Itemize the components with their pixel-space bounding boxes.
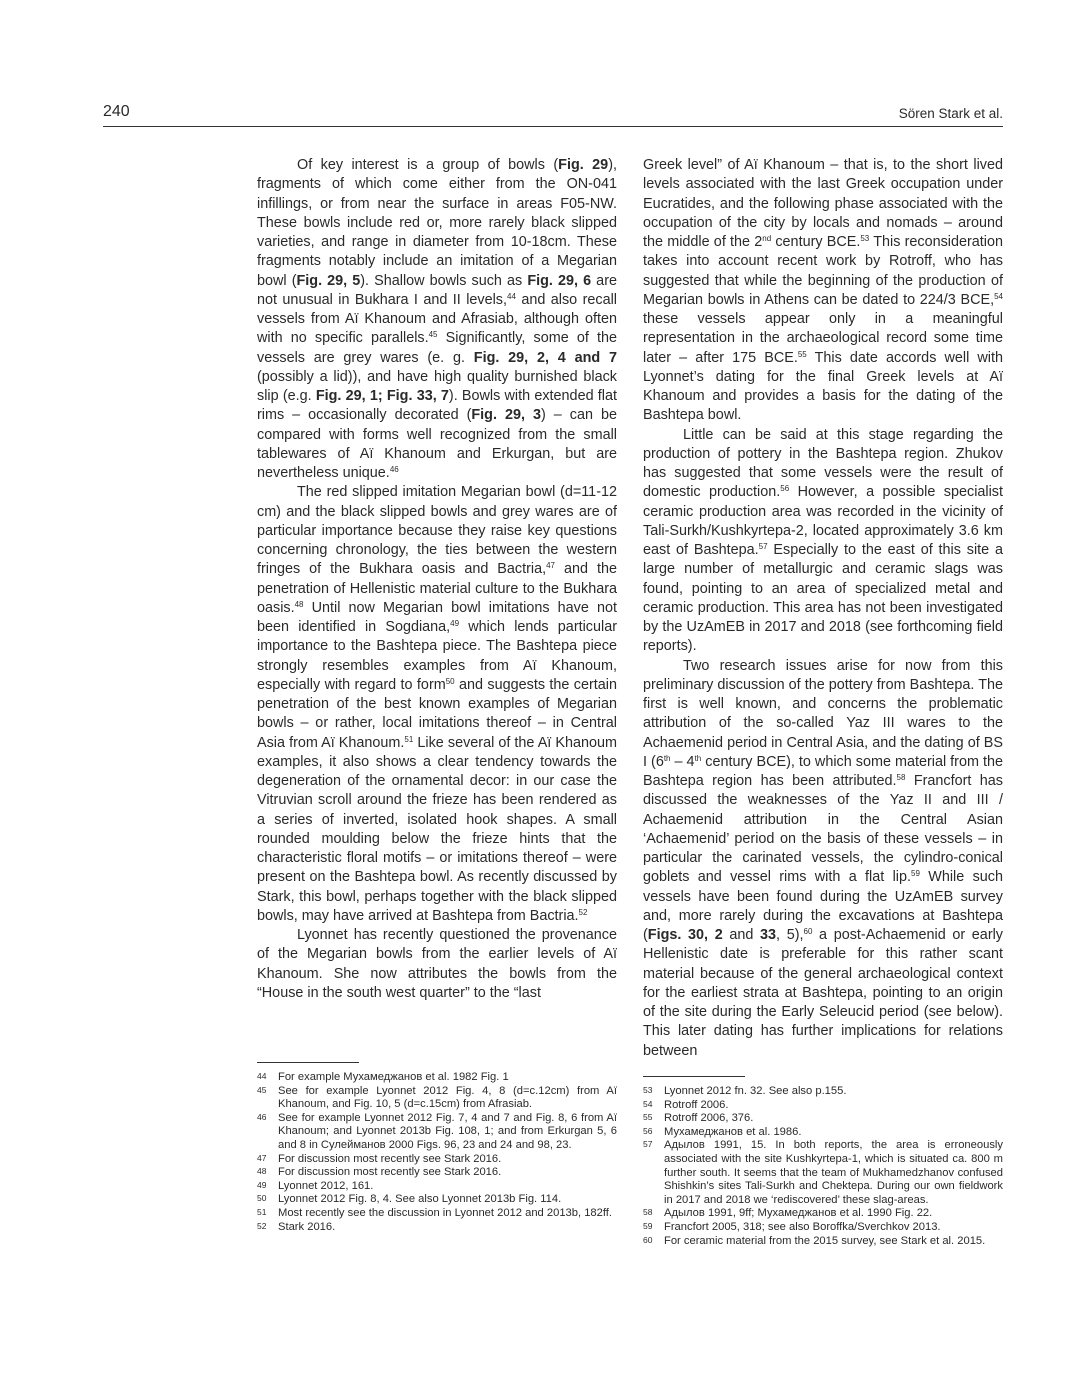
superscript: nd [762,234,772,243]
footnote [257,1071,617,1085]
footnote-number: 50 [257,1193,267,1204]
figure-reference: Fig. 29, 3 [471,407,541,424]
footnote-number: 57 [643,1139,653,1150]
footnote-text: For example Мухамеджанов et al. 1982 Fig. 1 [278,1071,509,1083]
footnote-marker: 57 [758,542,768,551]
footnote [643,1085,1003,1099]
footnote-number: 55 [643,1112,653,1123]
superscript: th [663,753,671,763]
footnote-marker: 58 [896,773,906,782]
footnote [257,1193,617,1207]
footnote [643,1112,1003,1126]
footnote-number: 49 [257,1179,267,1190]
footnote-text: For discussion most recently see Stark 2016. [278,1152,502,1165]
footnote-text: Lyonnet 2012 fn. 32. See also p.155. [664,1085,847,1097]
footnote-number: 46 [257,1111,267,1122]
footnote-text: For discussion most recently see Stark 2016. [278,1166,502,1179]
footnote-text: Lyonnet 2012 Fig. 8, 4. See also Lyonnet 2013b Fig. 114. [278,1193,562,1206]
page-number: 240 [103,103,130,120]
footnote-number: 58 [643,1207,653,1218]
footnote-rule [643,1076,745,1077]
footnote-marker: 50 [445,676,455,686]
paragraph: Lyonnet has recently questioned the provenance of the Megarian bowls from the earlier levels of Aï Khanoum. She now attributes the bowls from the “House in the south west quarter” to the “last [257,927,617,1001]
footnote-number: 45 [257,1084,267,1095]
footnote [643,1207,1003,1221]
footnote-marker: 59 [911,869,920,879]
paragraph: Little can be said at this stage regarding the production of pottery in the Bashtepa region. Zhukov has suggested that some vessels were the result of domestic production.$^{56}$ However, a possible specialist ceramic production area was recorded in the vicinity of Tali-Surkh/Kushkyrtepa-2, located approximately 3.6 km east of Bashtepa.$^{57}$ Especially to the east of this site a large number of metallurgic and ceramic slags was found, pointing to an area of specialized metal and ceramic production. This area has not been investigated by the UzAmEB in 2017 and 2018 (see forthcoming field reports). [643,426,1003,655]
footnote-marker: 51 [404,734,414,744]
footnote-marker: 44 [507,291,516,301]
page-header [103,100,1003,127]
figure-reference: Fig. 29, 1; Fig. 33, 7 [315,388,449,404]
paragraph: Of key interest is a group of bowls (Fig. 29), fragments of which come either from the ON-041 infillings, or from near the surface in areas F05-NW. These bowls include red or, more rarely black slipped varieties, and range in diameter from 10-18cm. These fragments notably include an imitation of a Megarian bowl (Fig. 29, 5). Shallow bowls such as Fig. 29, 6 are not unusual in Bukhara I and II levels,$^{44}$ and also recall vessels from Aï Khanoum and Afrasiab, although often with no specific parallels.$^{45}$ Significantly, some of the vessels are grey wares (e. g. Fig. 29, 2, 4 and 7 (possibly a lid)), and have high quality burnished black slip (e.g. Fig. 29, 1; Fig. 33, 7). Bowls with extended flat rims – occasionally decorated (Fig. 29, 3) – can be compared with forms well recognized from the small tablewares of Aï Khanoum and Erkurgan, but are nevertheless unique.$^{46}$ [257,157,618,481]
paragraph: Greek level” of Aï Khanoum – that is, to the short lived levels associated with the last Greek occupation under Eucratides, and the following phase associated with the occupation of the city by locals and nomads – around the middle of the 2nd century BCE.$^{53}$ This reconsideration takes into account recent work by Rotroff, who has suggested that while the beginning of the production of Megarian bowls in Athens can be dated to 224/3 BCE,$^{54}$ these vessels appear only in a meaningful representation in the archaeological record some time later – after 175 BCE.$^{55}$ This date accords well with Lyonnet’s dating for the final Greek levels at Aï Khanoum and provides a basis for the dating of the Bashtepa bowl. [643,157,1004,424]
footnote-text: For ceramic material from the 2015 survey, see Stark et al. 2015. [664,1234,986,1247]
footnote [257,1153,617,1167]
footnote-text: Lyonnet 2012, 161. [278,1179,374,1192]
footnote-marker: 56 [780,484,790,494]
running-head: Sören Stark et al. [898,106,1003,121]
footnote-number: 47 [257,1152,267,1163]
footnotes-right [643,1085,1003,1248]
footnote [257,1085,617,1112]
figure-reference: Fig. 29, 5 [296,272,361,289]
footnote-text: See for example Lyonnet 2012 Fig. 4, 8 (d=c.12cm) from Aï Khanoum, and Fig. 10, 5 (d=c.15cm) from Afrasiab. [278,1084,617,1111]
footnote-marker: 52 [578,907,588,917]
footnote-number: 59 [643,1220,653,1231]
superscript: th [694,753,702,763]
footnotes-left [257,1071,617,1234]
footnote [643,1126,1003,1140]
footnote-marker: 49 [450,619,460,628]
figure-reference: Figs. 30, 2 [647,927,723,943]
left-column [257,156,617,1003]
footnote-text: Rotroff 2006, 376. [664,1112,754,1125]
footnote-text: Адылов 1991, 9ff; Мухамеджанов et al. 1990 Fig. 22. [664,1207,933,1220]
figure-reference: 33 [760,927,777,943]
footnote-marker: 55 [797,349,807,359]
footnote-number: 44 [257,1071,267,1081]
footnote-text: Most recently see the discussion in Lyonnet 2012 and 2013b, 182ff. [278,1206,612,1219]
footnote-number: 48 [257,1166,267,1177]
right-column [643,156,1003,1061]
footnote [257,1180,617,1194]
footnote [257,1207,617,1221]
footnote-marker: 45 [428,330,438,340]
footnote-text: Stark 2016. [278,1220,336,1233]
footnote-marker: 47 [546,561,556,571]
paragraph: The red slipped imitation Megarian bowl (d=11-12 cm) and the black slipped bowls and grey wares are of particular importance because they raise key questions concerning chronology, the ties between the western fringes of the Bukhara oasis and Bactria,$^{47}$ and the penetration of Hellenistic material culture to the Bukhara oasis.$^{48}$ Until now Megarian bowl imitations have not been identified in Sogdiana,$^{49}$ which lends particular importance to the Bashtepa piece. The Bashtepa piece strongly resembles examples from Aï Khanoum, especially with regard to form$^{50}$ and suggests the certain penetration of the best known examples of Megarian bowls – or rather, local imitations thereof – in Central Asia from Aï Khanoum.$^{51}$ Like several of the Aï Khanoum examples, it also shows a clear tendency towards the degeneration of the ornamental decor: in our case the Vitruvian scroll around the frieze has been rendered as a series of inverted, isolated hook shapes. A small rounded moulding below the frieze hints that the characteristic floral motifs – or imitations thereof – were present on the Bashtepa bowl. As recently discussed by Stark, this bowl, perhaps together with the black slipped bowls, may have arrived at Bashtepa from Bactria.$^{52}$ [257,484,617,924]
footnote-number: 56 [643,1125,653,1136]
footnote [257,1166,617,1180]
footnote-marker: 46 [389,465,399,474]
figure-reference: Fig. 29 [558,157,609,173]
footnote-marker: 48 [294,599,304,609]
footnote-number: 51 [257,1206,267,1217]
footnote-rule [257,1062,359,1063]
footnote [643,1139,1003,1207]
footnote-text: Адылов 1991, 15. In both reports, the area is erroneously associated with the site Kushkyrtepa-1, which is situated ca. 800 m further south. It seems that the team of Mukhamedzhanov confused Shishkin’s sites Tali-Surkh and Chektepa. During our own fieldwork in 2017 and 2018 we ‘rediscovered’ these slag-areas. [664,1139,1003,1206]
paragraph: Two research issues arise for now from this preliminary discussion of the pottery from Bashtepa. The first is well known, and concerns the problematic attribution of the so-called Yaz III wares to the Achaemenid period in Central Asia, and the dating of BS I (6th – 4th century BCE), to which some material from the Bashtepa region has been attributed.$^{58}$ Francfort has discussed the weaknesses of the Yaz II and III / Achaemenid attribution in the Central Asian ‘Achaemenid’ period on the basis of these vessels – in particular the carinated vessels, the cylindro-conical goblets and vessel rims with a flat lip.$^{59}$ While such vessels have been found during the UzAmEB survey and, more rarely during the excavations at Bashtepa (Figs. 30, 2 and 33, 5),$^{60}$ a post-Achaemenid or early Hellenistic date is preferable for this rather scant material because of the general archaeological context for the earliest strata at Bashtepa, pointing to an origin of the site during the Early Seleucid period (see below). This later dating has further implications for relations between [643,657,1003,1059]
footnote [257,1221,617,1235]
figure-reference: Fig. 29, 6 [527,272,592,289]
footnote [643,1235,1003,1249]
footnote-number: 52 [257,1220,267,1231]
footnote-number: 60 [643,1234,653,1245]
footnote-text: Rotroff 2006. [664,1098,729,1111]
footnote-text: Мухамеджанов et al. 1986. [664,1125,802,1138]
footnote [643,1099,1003,1113]
figure-reference: Fig. 29, 2, 4 and 7 [473,349,617,366]
footnote [643,1221,1003,1235]
footnote-number: 54 [643,1098,653,1109]
footnote [257,1112,617,1153]
footnote-text: See for example Lyonnet 2012 Fig. 7, 4 and 7 and Fig. 8, 6 from Aï Khanoum; and Lyonnet 2013b Fig. 108, 1; and from Erkurgan 5, 6 and 8 in Сулейманов 2000 Figs. 96, 23 and 24 and 98, 23. [278,1111,617,1151]
footnote-marker: 53 [860,234,870,243]
footnote-marker: 60 [803,927,813,936]
footnote-number: 53 [643,1085,653,1095]
footnote-text: Francfort 2005, 318; see also Boroffka/Sverchkov 2013. [664,1220,941,1233]
footnote-marker: 54 [994,291,1003,301]
